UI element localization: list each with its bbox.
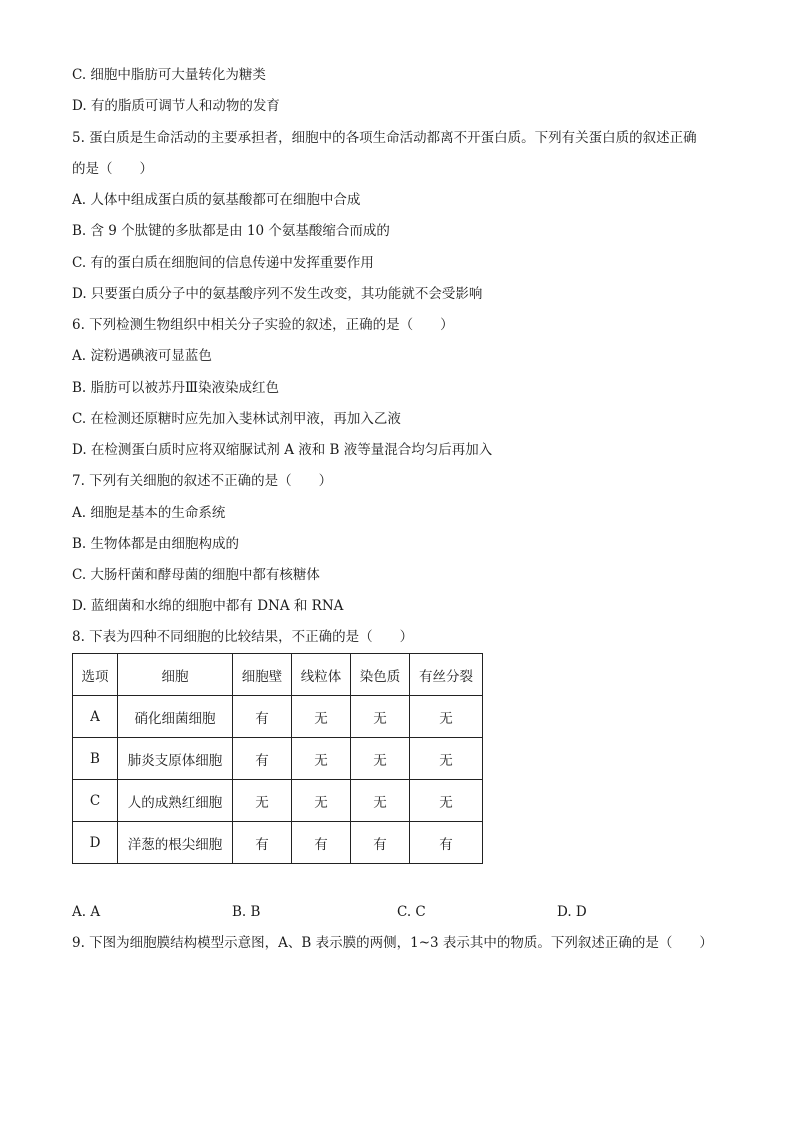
table-cell: 无 [233,780,292,822]
text-line: B. 生物体都是由细胞构成的 [72,536,240,552]
table-cell: 肺炎支原体细胞 [118,738,233,780]
table-row [73,822,483,864]
table-cell: C [73,780,118,822]
text-line: D. 有的脂质可调节人和动物的发育 [72,98,280,114]
table-cell: 人的成熟红细胞 [118,780,233,822]
table-cell: 无 [351,738,410,780]
table-cell: 有 [410,822,483,864]
text-line: B. 脂肪可以被苏丹Ⅲ染液染成红色 [72,380,280,396]
table-cell: 有 [351,822,410,864]
text-line: 7. 下列有关细胞的叙述不正确的是（ ） [72,473,333,489]
table-cell: 无 [410,738,483,780]
table-cell: 有 [233,738,292,780]
table-header-cell: 线粒体 [292,654,351,696]
table-cell: 无 [292,780,351,822]
text-line: A. 淀粉遇碘液可显蓝色 [72,348,212,364]
q8-option-c: C. C [397,904,426,920]
table-cell: 硝化细菌细胞 [118,696,233,738]
text-line: C. 有的蛋白质在细胞间的信息传递中发挥重要作用 [72,255,374,271]
text-line: C. 在检测还原糖时应先加入斐林试剂甲液，再加入乙液 [72,411,401,427]
table-header-row [73,654,483,696]
table-cell: B [73,738,118,780]
table-cell: 有 [292,822,351,864]
text-line: A. 细胞是基本的生命系统 [72,505,226,521]
q8-option-a: A. A [72,904,101,920]
text-line: B. 含 9 个肽键的多肽都是由 10 个氨基酸缩合而成的 [72,223,390,239]
table-cell: 无 [410,780,483,822]
table-header-cell: 细胞壁 [233,654,292,696]
table-cell: 无 [410,696,483,738]
text-line: 的是（ ） [72,161,153,177]
text-line: A. 人体中组成蛋白质的氨基酸都可在细胞中合成 [72,192,361,208]
q8-option-b: B. B [232,904,261,920]
cell-comparison-table [72,653,483,864]
table-header-cell: 染色质 [351,654,410,696]
question-9-stem: 9. 下图为细胞膜结构模型示意图，A、B 表示膜的两侧，1~3 表示其中的物质。下列叙述正确的是（ ） [72,935,713,951]
table-cell: 无 [292,738,351,780]
text-line: 8. 下表为四种不同细胞的比较结果，不正确的是（ ） [72,629,414,645]
table-header-cell: 选项 [73,654,118,696]
table-header-cell: 细胞 [118,654,233,696]
table-cell: 无 [351,696,410,738]
table-cell: 有 [233,822,292,864]
text-line: D. 蓝细菌和水绵的细胞中都有 DNA 和 RNA [72,598,344,614]
table-cell: 洋葱的根尖细胞 [118,822,233,864]
table-cell: 有 [233,696,292,738]
table-cell: D [73,822,118,864]
text-line: D. 在检测蛋白质时应将双缩脲试剂 A 液和 B 液等量混合均匀后再加入 [72,442,493,458]
table-row [73,696,483,738]
q8-option-d: D. D [557,904,587,920]
table-row [73,780,483,822]
table-cell: A [73,696,118,738]
text-line: C. 细胞中脂肪可大量转化为糖类 [72,67,266,83]
table-cell: 无 [351,780,410,822]
table-row [73,738,483,780]
table-header-cell: 有丝分裂 [410,654,483,696]
text-line: 5. 蛋白质是生命活动的主要承担者，细胞中的各项生命活动都离不开蛋白质。下列有关蛋白质的叙述正确 [72,130,697,146]
table-cell: 无 [292,696,351,738]
text-line: 6. 下列检测生物组织中相关分子实验的叙述，正确的是（ ） [72,317,454,333]
text-line: C. 大肠杆菌和酵母菌的细胞中都有核糖体 [72,567,320,583]
text-line: D. 只要蛋白质分子中的氨基酸序列不发生改变，其功能就不会受影响 [72,286,483,302]
